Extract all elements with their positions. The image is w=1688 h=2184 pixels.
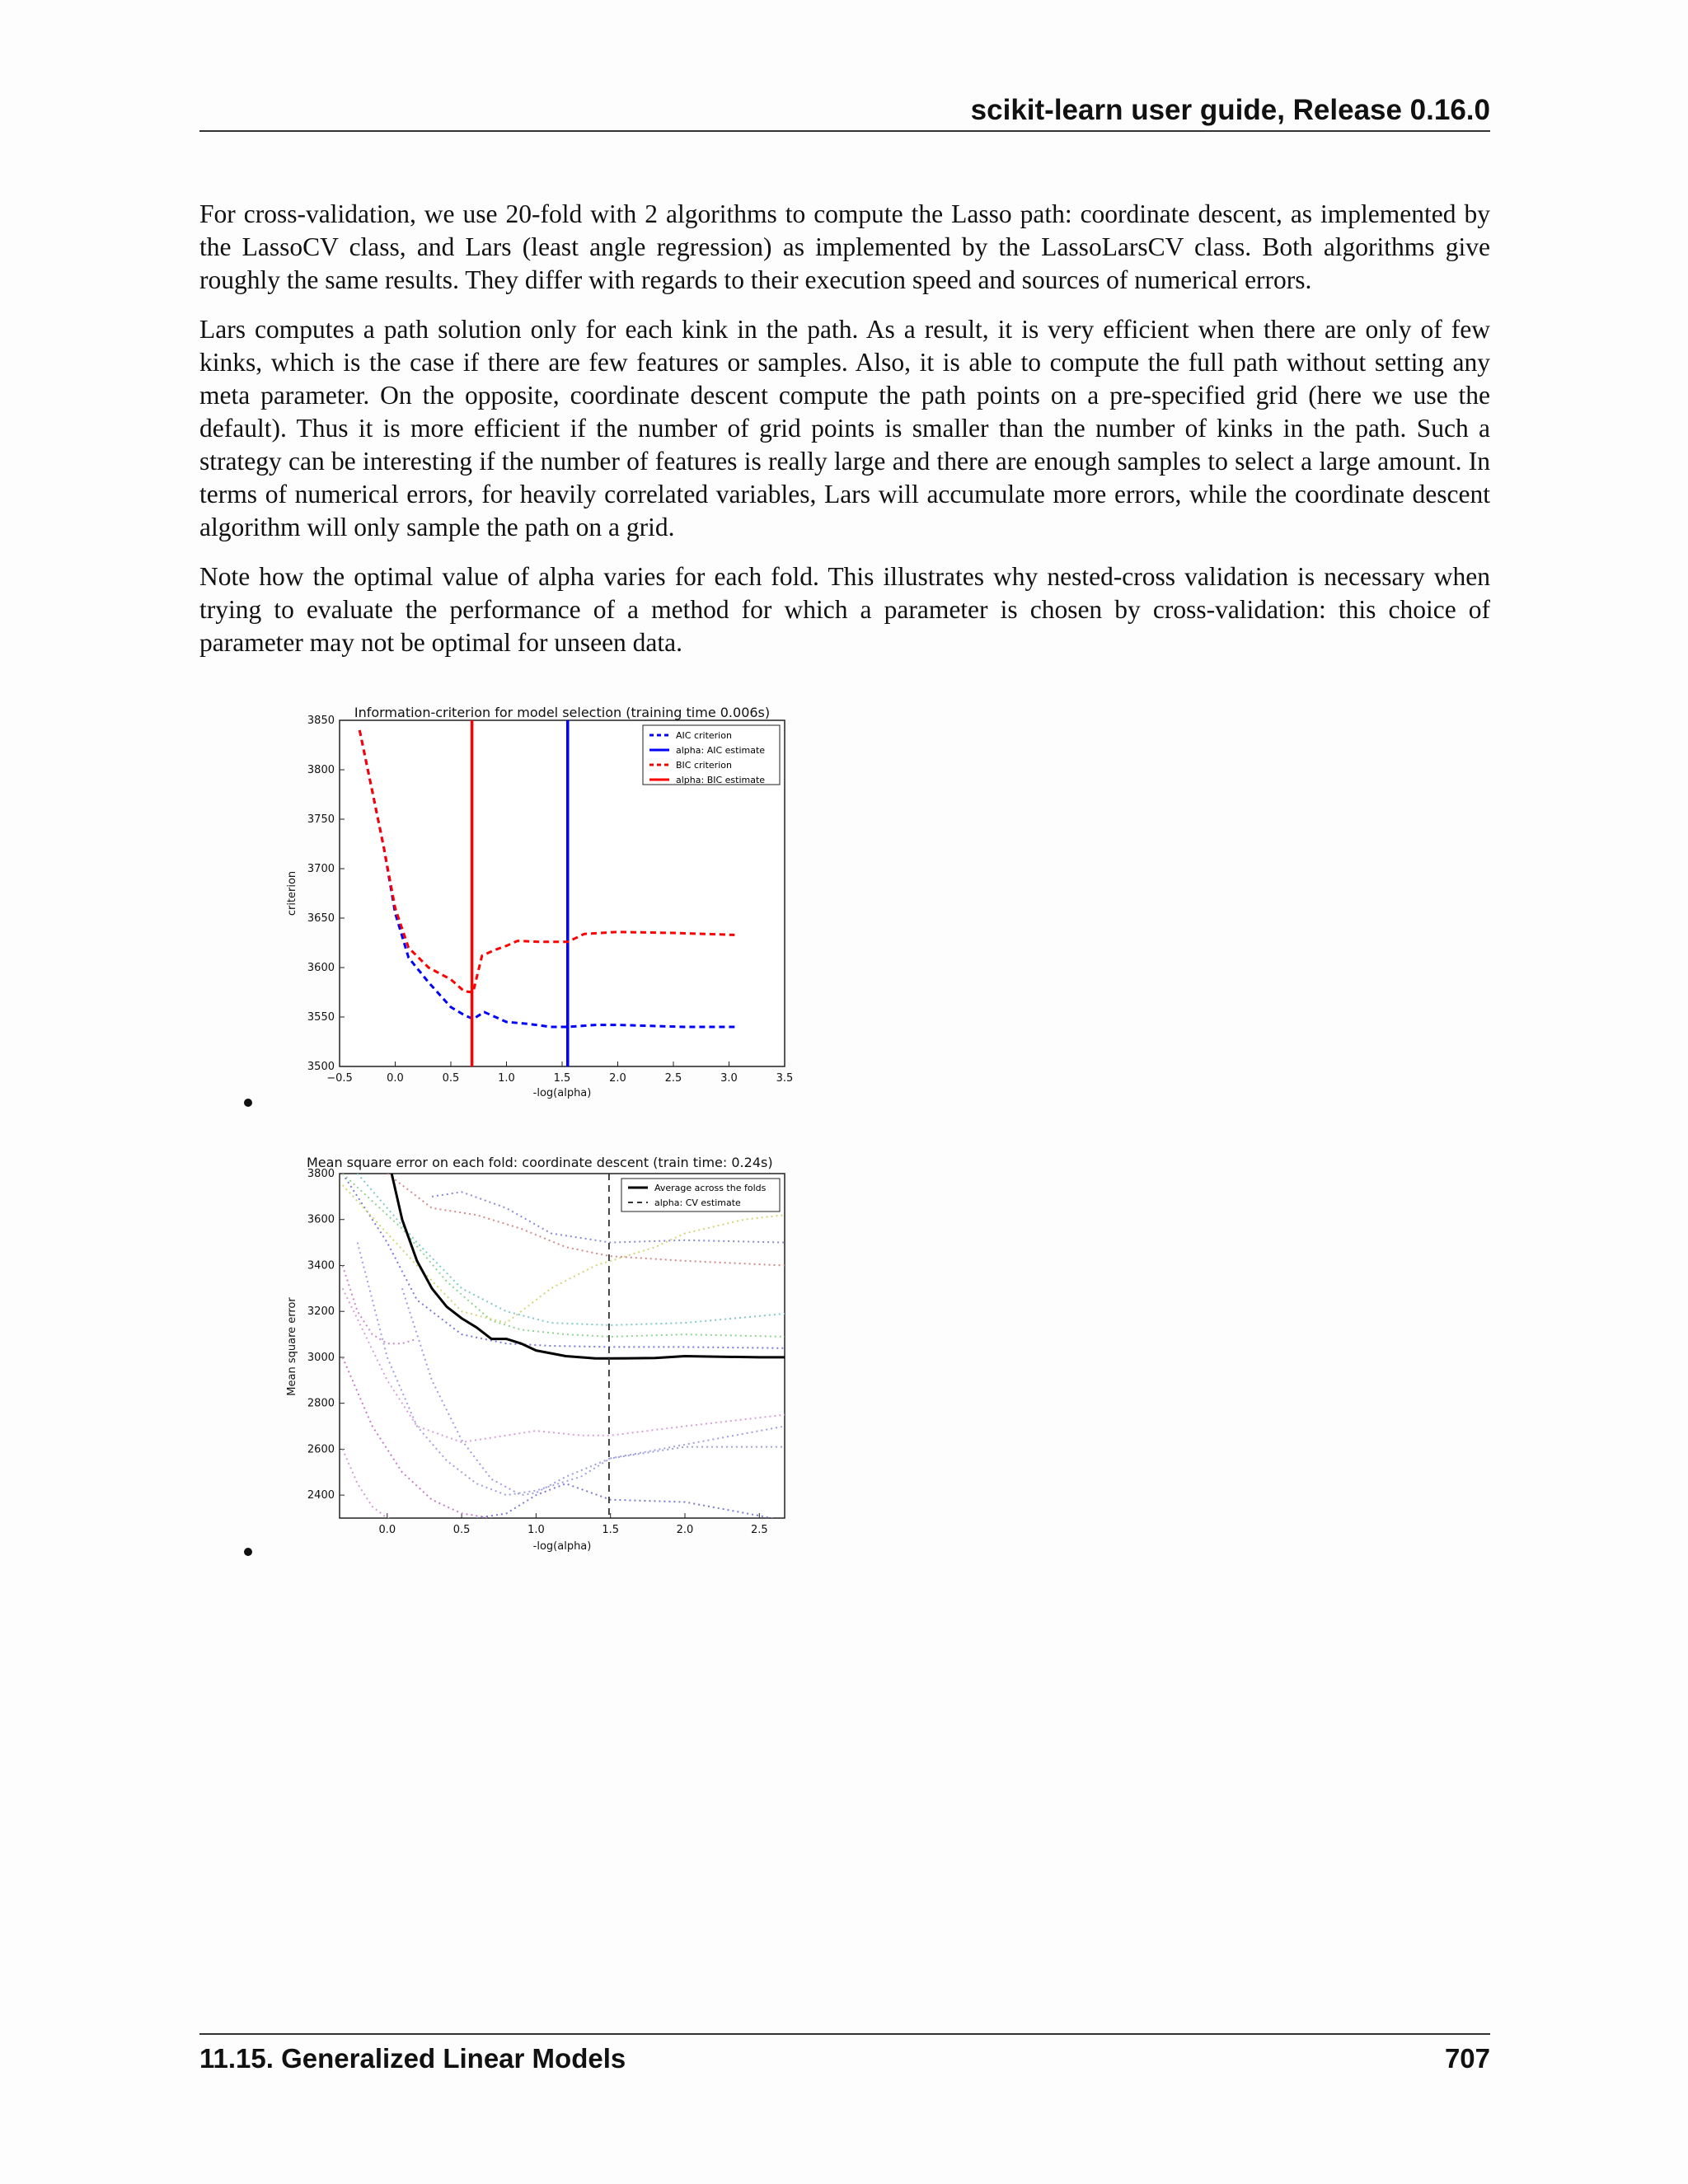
y-tick-label: 3550	[307, 1011, 335, 1024]
y-tick-label: 3850	[307, 715, 335, 727]
figure-information-criterion	[280, 699, 808, 1103]
list-bullet	[244, 1548, 252, 1556]
paragraph: Lars computes a path solution only for each kink in the path. As a result, it is very efficient when there are only of few kinks, which is the case if there are few features or samples. Also, it is able to compute the full path without setting any meta parameter. On the opposite, coordinate descent compute the path points on a pre-specified grid (here we use the default). Thus it is more efficient if the number of grid points is smaller than the number of kinks in the path. Such a strategy can be interesting if the number of features is really large and there are enough samples to select a large amount. In terms of numerical errors, for heavily correlated variables, Lars will accumulate more errors, while the coordinate descent algorithm will only sample the path on a grid.	[199, 315, 1490, 541]
paragraph: Note how the optimal value of alpha varies for each fold. This illustrates why nested-cross validation is necessary when trying to evaluate the performance of a method for which a parameter is chosen by cross-validation: this choice of parameter may not be optimal for unseen data.	[199, 562, 1490, 657]
y-tick-label: 3700	[307, 863, 335, 875]
y-tick-label: 2400	[307, 1489, 335, 1502]
x-axis-label: -log(alpha)	[532, 1540, 592, 1553]
x-tick-label: 0.5	[442, 1072, 460, 1085]
x-tick-label: 2.5	[750, 1524, 768, 1536]
x-tick-label: 3.0	[720, 1072, 738, 1085]
y-tick-label: 3800	[307, 764, 335, 776]
legend-label: BIC criterion	[676, 760, 732, 771]
x-tick-label: 3.5	[776, 1072, 794, 1085]
y-tick-label: 2800	[307, 1397, 335, 1410]
y-tick-label: 2600	[307, 1443, 335, 1456]
footer-section: 11.15. Generalized Linear Models	[199, 2043, 626, 2074]
x-tick-label: 1.0	[498, 1072, 515, 1085]
x-axis-label: -log(alpha)	[532, 1087, 592, 1099]
header-rule	[199, 130, 1490, 132]
y-axis-label: Mean square error	[286, 1297, 298, 1396]
x-tick-label: 1.5	[602, 1524, 620, 1536]
y-tick-label: 3650	[307, 912, 335, 925]
y-tick-label: 3400	[307, 1259, 335, 1272]
y-tick-label: 3600	[307, 1213, 335, 1226]
x-tick-label: −0.5	[326, 1072, 353, 1085]
footer-rule	[199, 2033, 1490, 2035]
x-tick-label: 1.0	[528, 1524, 545, 1536]
x-tick-label: 2.5	[664, 1072, 682, 1085]
x-tick-label: 2.0	[609, 1072, 626, 1085]
legend-label: AIC criterion	[676, 730, 732, 741]
x-tick-label: 0.0	[378, 1524, 396, 1536]
y-tick-label: 3200	[307, 1305, 335, 1319]
legend	[643, 725, 780, 785]
page-number: 707	[1444, 2043, 1490, 2074]
chart-title: Information-criterion for model selection (training time 0.006s)	[354, 705, 771, 720]
legend-label: alpha: AIC estimate	[676, 745, 766, 756]
x-tick-label: 0.0	[387, 1072, 404, 1085]
legend-label: Average across the folds	[654, 1183, 767, 1193]
information-criterion-chart	[280, 699, 808, 1103]
running-header: scikit-learn user guide, Release 0.16.0	[970, 94, 1490, 126]
list-bullet	[244, 1099, 252, 1107]
x-tick-label: 0.5	[452, 1524, 471, 1536]
y-tick-label: 3800	[307, 1168, 335, 1180]
y-tick-label: 3600	[307, 962, 335, 974]
paragraph: For cross-validation, we use 20-fold with 2 algorithms to compute the Lasso path: coordinate descent, as implemented by the LassoCV class, and Lars (least angle regression) as implemented by the LassoLarsCV class. Both algorithms give roughly the same results. They differ with regards to their execution speed and sources of numerical errors.	[199, 199, 1490, 294]
x-tick-label: 2.0	[676, 1524, 694, 1536]
body-text	[199, 198, 1490, 676]
figure-mean-square-error	[280, 1149, 808, 1557]
x-tick-label: 1.5	[553, 1072, 571, 1085]
mean-square-error-chart	[280, 1149, 808, 1557]
y-tick-label: 3000	[307, 1351, 335, 1364]
legend-label: alpha: BIC estimate	[676, 775, 766, 785]
legend-label: alpha: CV estimate	[654, 1197, 741, 1208]
y-axis-label: criterion	[286, 870, 298, 916]
y-tick-label: 3750	[307, 813, 335, 826]
y-tick-label: 3500	[307, 1061, 335, 1073]
legend	[621, 1179, 780, 1212]
chart-title: Mean square error on each fold: coordinate descent (train time: 0.24s)	[307, 1155, 773, 1170]
